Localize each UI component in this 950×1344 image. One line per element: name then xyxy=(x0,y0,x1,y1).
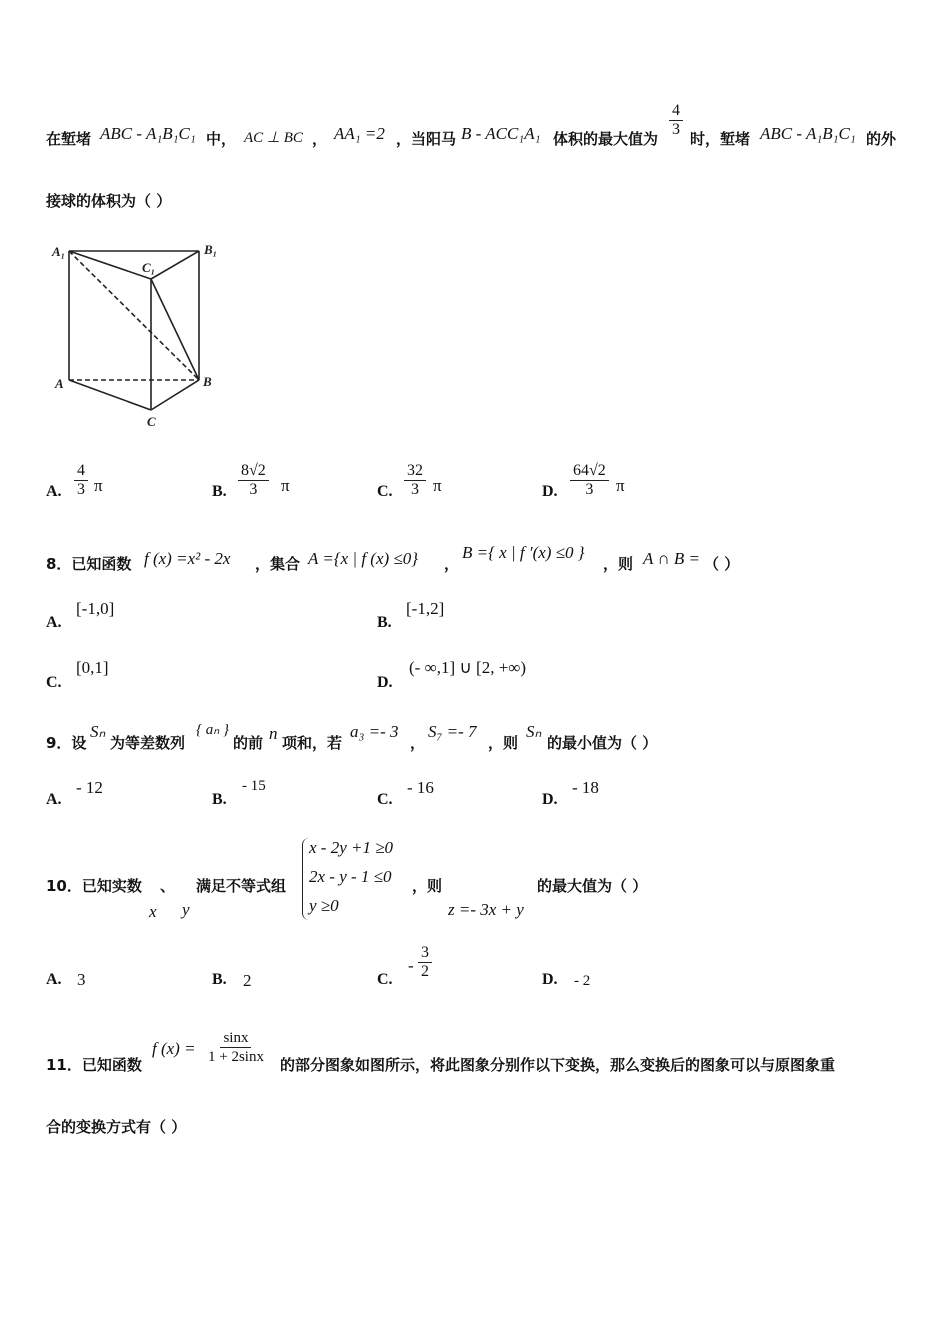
q9-text-2: 为等差数列 xyxy=(110,734,186,752)
q7-option-a-pi: π xyxy=(94,476,103,495)
q11-frac-den: 1 + 2sinx xyxy=(208,1049,264,1065)
prism-figure xyxy=(44,236,234,436)
q8-math-f: f (x) =x² - 2x xyxy=(144,549,231,568)
q7-option-b-num: 8√2 xyxy=(238,462,269,481)
q8-text-1: 8．已知函数 xyxy=(46,555,132,573)
q7-math-perp: AC ⊥ BC xyxy=(244,130,303,146)
q8-text-3: ， xyxy=(444,555,460,573)
q9-option-b-label: B. xyxy=(212,791,227,808)
q11-text-1: 11．已知函数 xyxy=(46,1056,142,1074)
q8-math-setA: A ={x | f (x) ≤0} xyxy=(308,549,419,568)
q8-text-5: （ ） xyxy=(704,555,740,573)
q8-option-a-label: A. xyxy=(46,614,62,631)
q7-option-b-pi: π xyxy=(281,476,290,495)
q8-text-2: ，集合 xyxy=(255,555,301,573)
q7-math-aa1: AA₁ =2 xyxy=(334,124,385,143)
q9-text-1: 9．设 xyxy=(46,734,87,752)
q8-option-b-label: B. xyxy=(377,614,392,631)
q9-option-a-label: A. xyxy=(46,791,62,808)
q7-option-c-den: 3 xyxy=(411,481,419,498)
label-a: A xyxy=(55,376,64,391)
q9-option-c-label: C. xyxy=(377,791,393,808)
q9-math-s7: S₇ =- 7 xyxy=(428,722,477,741)
q11-line-2: 合的变换方式有（ ） xyxy=(46,1118,187,1136)
q7-frac-den: 3 xyxy=(672,121,680,138)
q9-math-a3: a₃ =- 3 xyxy=(350,722,399,741)
q10-option-c-frac xyxy=(418,944,432,981)
q9-option-c-value: - 16 xyxy=(407,778,434,797)
q8-option-b-value: [-1,2] xyxy=(406,599,445,618)
q9-text-3: 的前 xyxy=(233,734,264,752)
q10-text-5: 的最大值为（ ） xyxy=(537,877,648,895)
q10-option-d-label: D. xyxy=(542,971,558,988)
q9-option-a-value: - 12 xyxy=(76,778,103,797)
q7-option-b-den: 3 xyxy=(249,481,258,498)
q7-math-prism: ABC - A₁B₁C₁ xyxy=(100,124,196,143)
q9-text-6: ，则 xyxy=(488,734,519,752)
label-b: B xyxy=(203,374,212,389)
q9-math-an: { aₙ } xyxy=(196,722,229,738)
q8-option-c-value: [0,1] xyxy=(76,658,109,677)
q11-fx: f (x) = xyxy=(152,1039,196,1058)
q8-option-c-label: C. xyxy=(46,674,62,691)
q7-text-3: ， xyxy=(312,130,328,148)
q10-text-4: ，则 xyxy=(412,877,443,895)
q9-text-5: ， xyxy=(410,734,426,752)
q10-option-a-label: A. xyxy=(46,971,62,988)
q7-option-c-num: 32 xyxy=(404,462,426,481)
q7-text-6: 时，堑堵 xyxy=(690,130,751,148)
q8-option-d-label: D. xyxy=(377,674,393,691)
q9-text-7: 的最小值为（ ） xyxy=(547,734,658,752)
label-a1: A₁ xyxy=(52,244,66,259)
q11-frac-num: sinx xyxy=(220,1029,251,1048)
q9-text-4: 项和，若 xyxy=(282,734,343,752)
label-c: C xyxy=(147,414,156,429)
q7-option-a-num: 4 xyxy=(74,462,88,481)
q10-objective: z =- 3x + y xyxy=(448,900,524,919)
q8-text-4: ，则 xyxy=(603,555,634,573)
edge-a1b-hidden xyxy=(69,251,199,380)
q10-option-c-den: 2 xyxy=(421,963,429,980)
q10-text-1: 10．已知实数 xyxy=(46,877,142,895)
q9-option-d-value: - 18 xyxy=(572,778,599,797)
q7-option-a-frac xyxy=(74,462,88,499)
edge-c1b xyxy=(151,279,199,380)
q7-frac-num: 4 xyxy=(669,102,683,121)
q10-var-x: x xyxy=(149,902,157,921)
edge-ac xyxy=(69,380,151,410)
q7-option-d-pi: π xyxy=(616,476,625,495)
q7-option-a-den: 3 xyxy=(77,481,85,498)
q11-fraction xyxy=(205,1029,267,1066)
q7-text-5: 体积的最大值为 xyxy=(553,130,659,148)
q10-ineq-2: 2x - y - 1 ≤0 xyxy=(309,867,392,886)
label-b1: B₁ xyxy=(204,242,218,257)
q10-ineq-3: y ≥0 xyxy=(309,896,339,915)
q7-option-a-label: A. xyxy=(46,483,62,500)
label-c1: C₁ xyxy=(142,260,156,275)
q8-option-a-value: [-1,0] xyxy=(76,599,115,618)
q7-text-1: 在堑堵 xyxy=(46,130,92,148)
q10-option-d-value: - 2 xyxy=(574,973,591,989)
q10-option-a-value: 3 xyxy=(77,970,86,989)
q10-var-y: y xyxy=(182,900,190,919)
q8-math-intersect: A ∩ B = xyxy=(643,549,700,568)
q7-option-c-pi: π xyxy=(433,476,442,495)
q10-system-brace xyxy=(302,838,309,920)
q7-fraction xyxy=(669,102,683,139)
q7-option-d-den: 3 xyxy=(585,481,594,498)
q8-math-setB: B ={ x | f ′(x) ≤0 } xyxy=(462,543,585,562)
q9-math-sn: Sₙ xyxy=(90,722,106,741)
q9-option-d-label: D. xyxy=(542,791,558,808)
q9-math-sn-2: Sₙ xyxy=(526,722,542,741)
q10-ineq-1: x - 2y +1 ≥0 xyxy=(309,838,394,857)
q7-option-d-frac xyxy=(570,462,609,499)
q10-option-c-num: 3 xyxy=(418,944,432,963)
q7-math-prism-2: ABC - A₁B₁C₁ xyxy=(760,124,856,143)
q11-text-2: 的部分图象如图所示，将此图象分别作以下变换，那么变换后的图象可以与原图象重 xyxy=(280,1056,836,1074)
q10-text-3: 满足不等式组 xyxy=(196,877,287,895)
q7-option-b-frac xyxy=(238,462,269,499)
q10-option-c-label: C. xyxy=(377,971,393,988)
q7-text-2: 中， xyxy=(206,130,237,148)
q10-option-b-label: B. xyxy=(212,971,227,988)
q7-option-c-frac xyxy=(404,462,426,499)
edge-a1c1 xyxy=(69,251,151,279)
q7-option-b-label: B. xyxy=(212,483,227,500)
q10-option-c-sign: - xyxy=(408,956,414,975)
q7-math-pyramid: B - ACC₁A₁ xyxy=(461,124,541,143)
q8-option-d-value: (- ∞,1] ∪ [2, +∞) xyxy=(409,658,527,677)
edge-c1b1 xyxy=(151,251,199,279)
q7-option-d-label: D. xyxy=(542,483,558,500)
q9-option-b-value: - 15 xyxy=(242,778,266,794)
q7-option-d-num: 64√2 xyxy=(570,462,609,481)
q7-line-2: 接球的体积为（ ） xyxy=(46,192,172,210)
q10-text-2: 、 xyxy=(160,877,176,895)
edge-cb xyxy=(151,380,199,410)
q7-text-7: 的外 xyxy=(866,130,897,148)
q7-text-4: ，当阳马 xyxy=(396,130,457,148)
q7-option-c-label: C. xyxy=(377,483,393,500)
q10-option-b-value: 2 xyxy=(243,971,252,990)
q9-math-n: n xyxy=(269,724,278,743)
